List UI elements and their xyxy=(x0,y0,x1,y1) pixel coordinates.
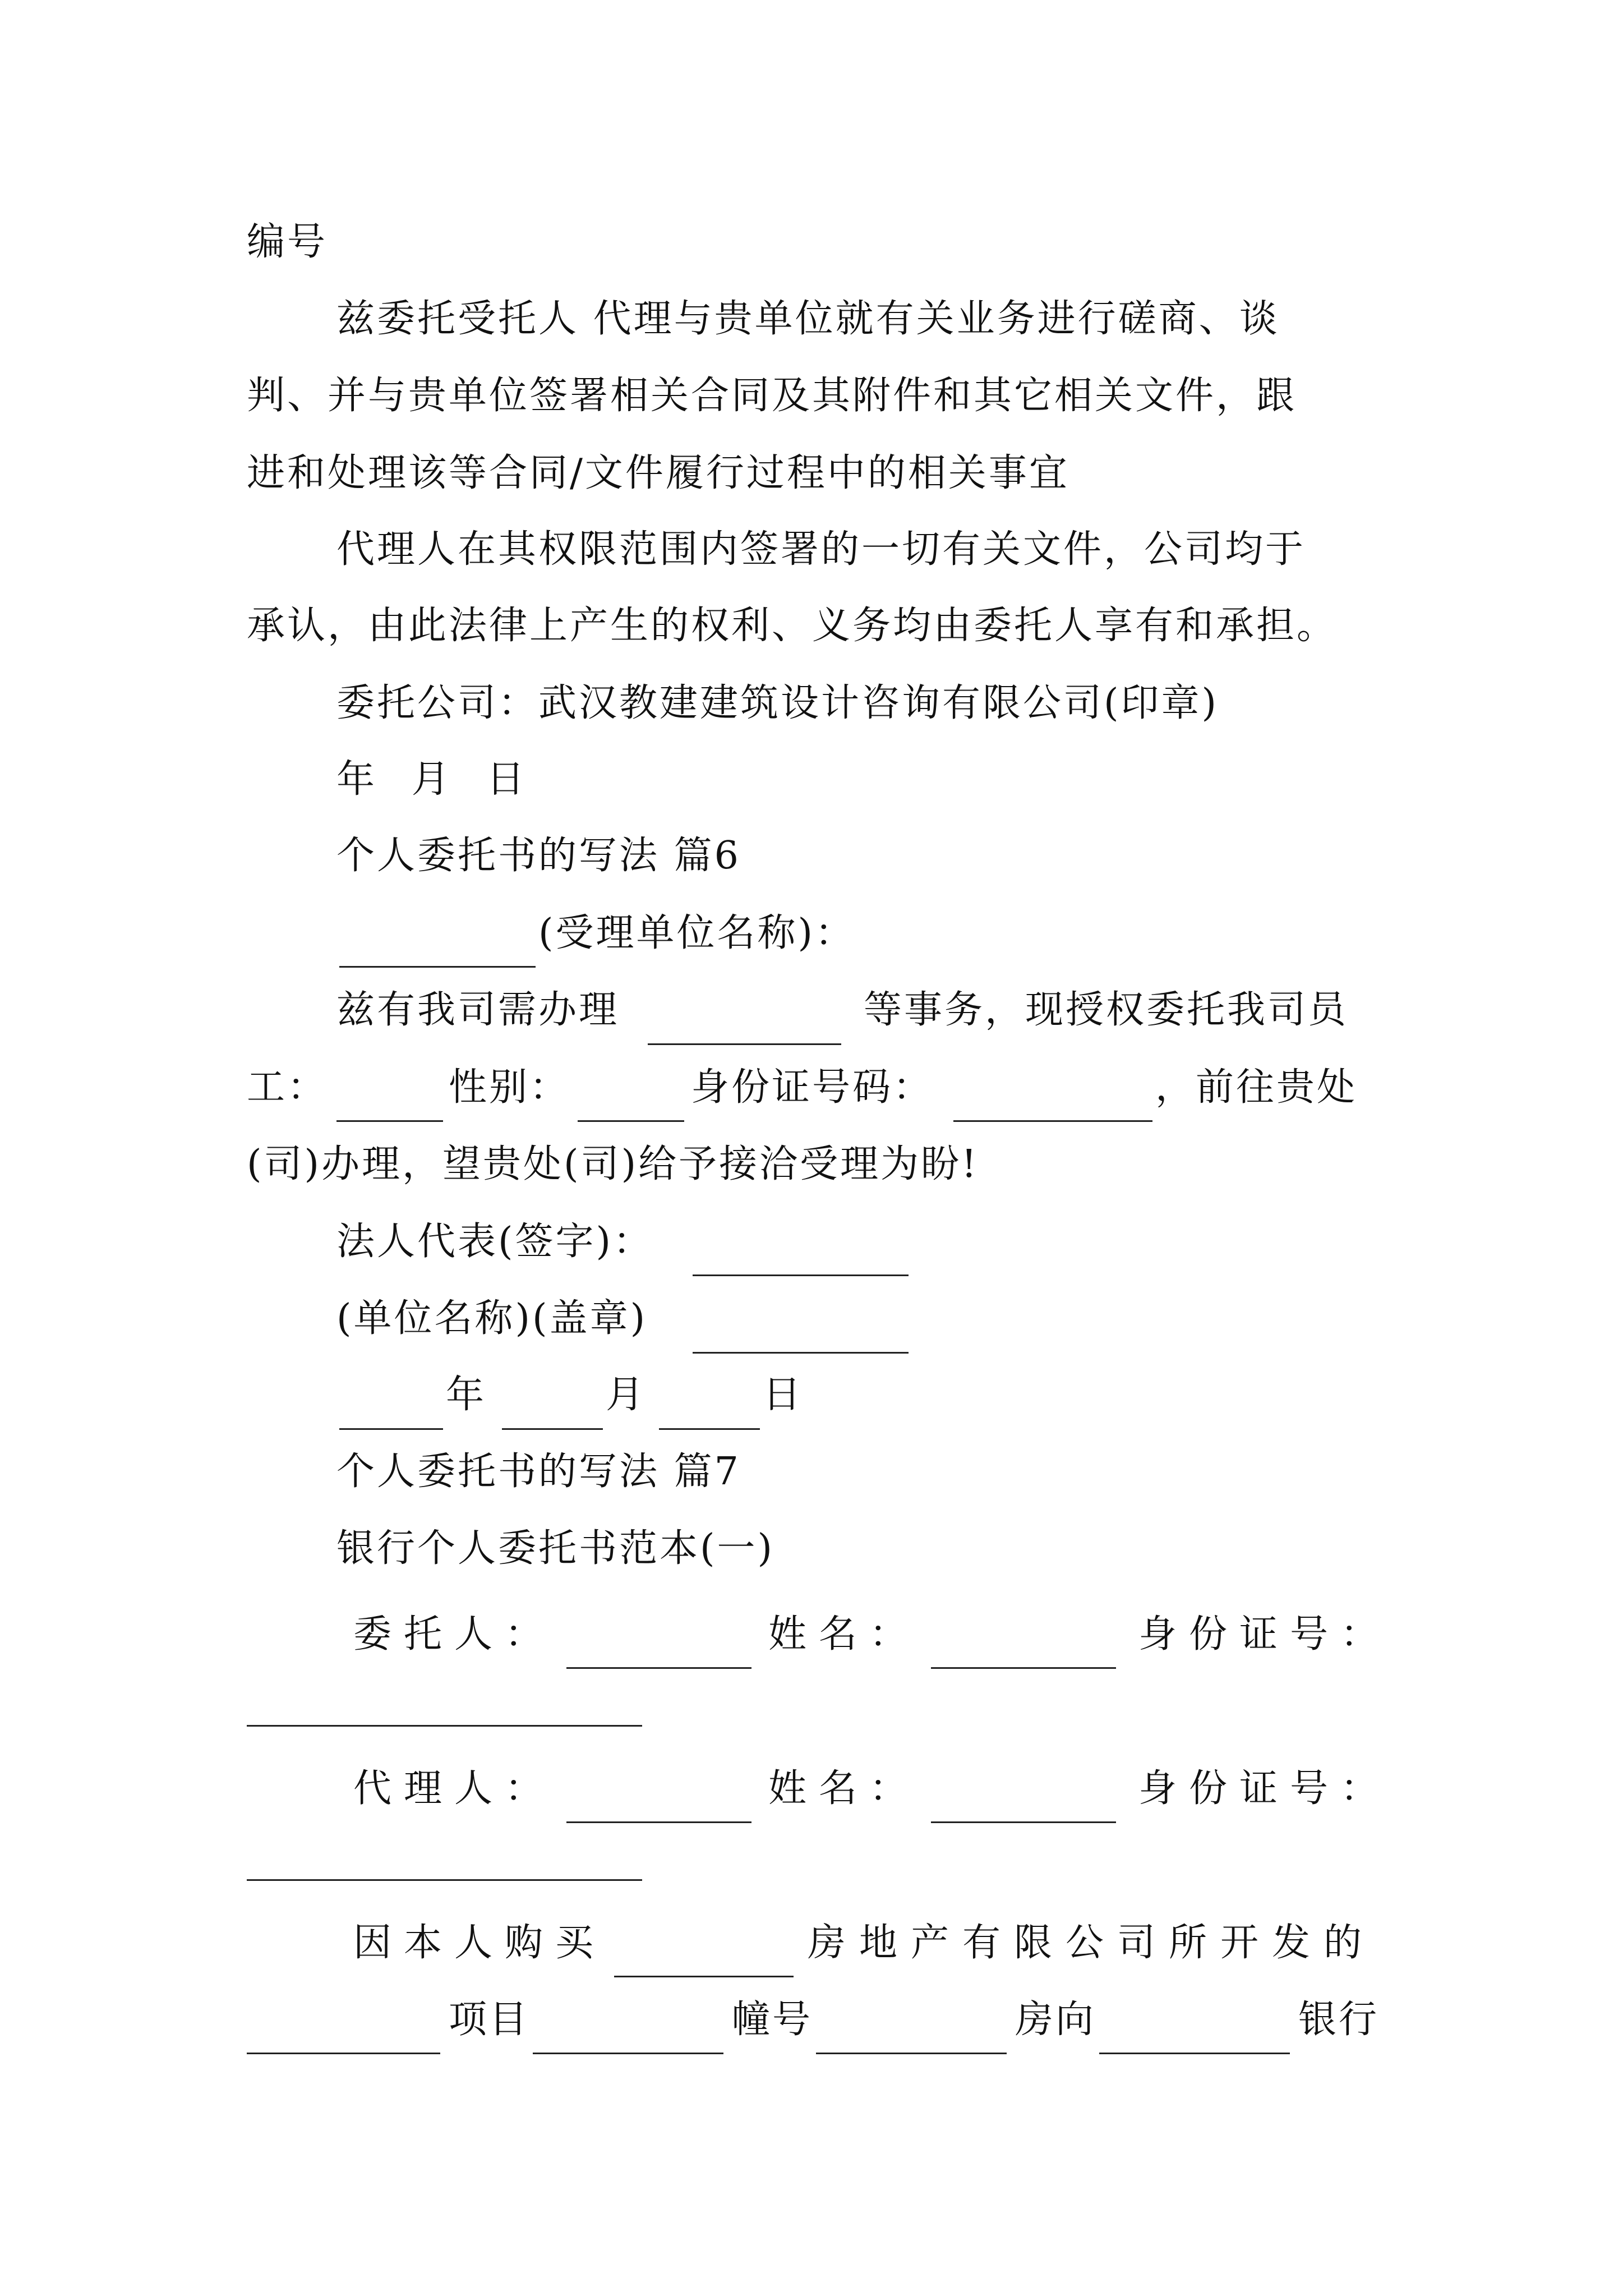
paragraph-2-line-2: 承认，由此法律上产生的权利、义务均由委托人享有和承担。 xyxy=(247,604,1338,648)
bank-template-title: 银行个人委托书范本(一) xyxy=(336,1526,775,1571)
para-6-line-2d: ，前往贵处 xyxy=(1155,1065,1358,1110)
para-6-line-1a: 兹有我司需办理 xyxy=(336,988,620,1032)
blank-underline xyxy=(339,966,536,968)
paragraph-1-line-2: 判、并与贵单位签署相关合同及其附件和其它相关文件，跟 xyxy=(247,374,1297,418)
para-6-line-1b: 等事务，现授权委托我司员 xyxy=(864,988,1349,1032)
blank-underline xyxy=(566,1667,751,1669)
legal-rep-signature-label: 法人代表(签字)： xyxy=(336,1220,654,1264)
purchase-line-2b: 幢号 xyxy=(732,1998,813,2042)
date-year-label: 年 xyxy=(446,1373,487,1417)
blank-underline xyxy=(931,1821,1116,1823)
blank-underline xyxy=(953,1120,1152,1122)
para-6-line-2c: 身份证号码： xyxy=(691,1065,934,1110)
blank-underline xyxy=(247,2053,440,2054)
purchase-line-2a: 项目 xyxy=(449,1998,530,2042)
date-month-label: 月 xyxy=(606,1373,647,1417)
date-line: 年 月 日 xyxy=(336,757,527,802)
blank-underline xyxy=(693,1352,909,1354)
blank-underline xyxy=(566,1821,751,1823)
agent-id-label: 身份证号： xyxy=(1138,1766,1391,1811)
blank-underline xyxy=(614,1976,794,1977)
para-6-line-2b: 性别： xyxy=(449,1065,570,1110)
date-day-label: 日 xyxy=(763,1373,804,1417)
paragraph-1-line-1: 兹委托受托人 代理与贵单位就有关业务进行磋商、谈 xyxy=(336,297,1280,341)
blank-underline xyxy=(1099,2053,1290,2054)
blank-underline xyxy=(693,1274,909,1276)
doc-number-label: 编号 xyxy=(247,220,328,264)
section-heading-7: 个人委托书的写法 篇7 xyxy=(336,1450,741,1494)
purchase-line-2c: 房向 xyxy=(1015,1998,1096,2042)
entrusting-company: 委托公司：武汉教建建筑设计咨询有限公司(印章) xyxy=(336,681,1219,725)
principal-name-label: 姓名： xyxy=(768,1612,920,1657)
unit-seal-label: (单位名称)(盖章) xyxy=(336,1296,648,1341)
para-6-line-2a: 工： xyxy=(247,1065,328,1110)
blank-underline xyxy=(339,1428,443,1430)
section-heading-6: 个人委托书的写法 篇6 xyxy=(336,834,741,878)
blank-underline xyxy=(578,1120,684,1122)
recipient-unit-label: (受理单位名称)： xyxy=(538,911,856,955)
principal-id-label: 身份证号： xyxy=(1138,1612,1391,1657)
agent-name-label: 姓名： xyxy=(768,1766,920,1811)
paragraph-2-line-1: 代理人在其权限范围内签署的一切有关文件，公司均于 xyxy=(336,527,1306,572)
principal-label: 委托人： xyxy=(353,1612,556,1657)
para-6-line-3: (司)办理，望贵处(司)给予接洽受理为盼! xyxy=(247,1142,979,1186)
blank-underline xyxy=(931,1667,1116,1669)
blank-underline xyxy=(336,1120,443,1122)
agent-label: 代理人： xyxy=(353,1766,556,1811)
purchase-line-1b: 房地产有限公司所开发的 xyxy=(808,1921,1376,1965)
purchase-line-2d: 银行 xyxy=(1298,1998,1380,2042)
purchase-line-1a: 因本人购买 xyxy=(353,1921,606,1965)
blank-underline xyxy=(659,1428,760,1430)
blank-underline xyxy=(247,1879,642,1881)
blank-underline xyxy=(816,2053,1007,2054)
paragraph-1-line-3: 进和处理该等合同/文件履行过程中的相关事宜 xyxy=(247,451,1069,495)
blank-underline xyxy=(648,1043,841,1045)
blank-underline xyxy=(247,1725,642,1727)
blank-underline xyxy=(502,1428,603,1430)
blank-underline xyxy=(533,2053,723,2054)
